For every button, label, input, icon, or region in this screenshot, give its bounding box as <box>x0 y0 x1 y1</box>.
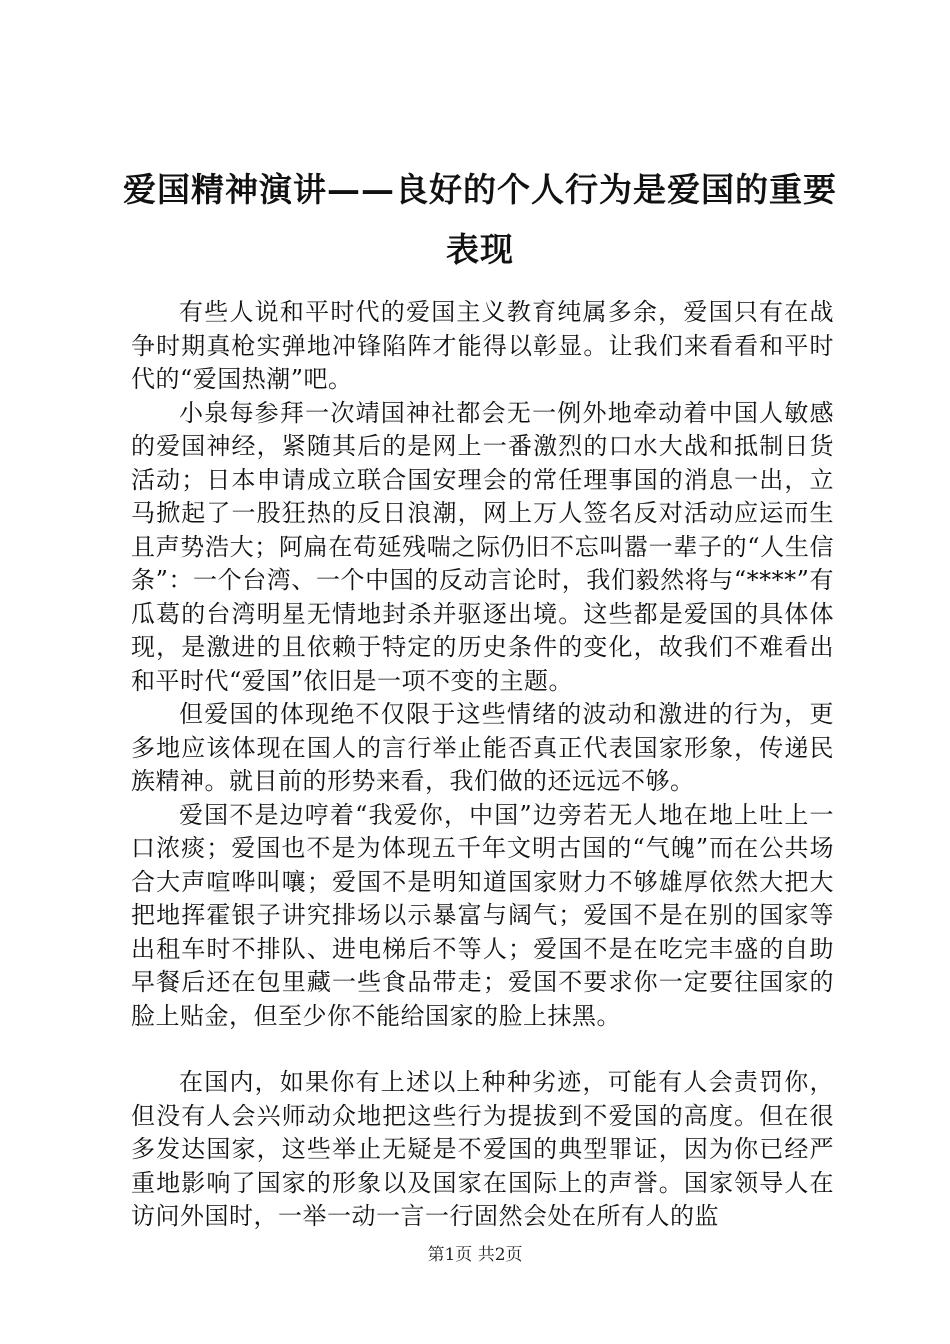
document-body <box>131 296 834 1234</box>
paragraph-2: 小泉每参拜一次靖国神社都会无一例外地牵动着中国人敏感的爱国神经，紧随其后的是网上一番激烈的口水大战和抵制日货活动；日本申请成立联合国安理会的常任理事国的消息一出，立马掀起了一股狂热的反日浪潮，网上万人签名反对活动应运而生且声势浩大；阿扁在苟延残喘之际仍旧不忘叫嚣一辈子的“人生信条”：一个台湾、一个中国的反动言论时，我们毅然将与“****”有瓜葛的台湾明星无情地封杀并驱逐出境。这些都是爱国的具体体现，是激进的且依赖于特定的历史条件的变化，故我们不难看出和平时代“爱国”依旧是一项不变的主题。 <box>131 398 834 695</box>
paragraph-4: 爱国不是边哼着“我爱你，中国”边旁若无人地在地上吐上一口浓痰；爱国也不是为体现五千年文明古国的“气魄”而在公共场合大声喧哗叫嚷；爱国不是明知道国家财力不够雄厚依然大把大把地挥霍银子讲究排场以示暴富与阔气；爱国不是在别的国家等出租车时不排队、进电梯后不等人；爱国不是在吃完丰盛的自助早餐后还在包里藏一些食品带走；爱国不要求你一定要往国家的脸上贴金，但至少你不能给国家的脸上抹黑。 <box>131 800 834 1030</box>
paragraph-1: 有些人说和平时代的爱国主义教育纯属多余，爱国只有在战争时期真枪实弹地冲锋陷阵才能得以彰显。让我们来看看和平时代的“爱国热潮”吧。 <box>131 298 834 393</box>
document-title: 爱国精神演讲——良好的个人行为是爱国的重要表现 <box>123 170 837 269</box>
paragraph-3: 但爱国的体现绝不仅限于这些情绪的波动和激进的行为，更多地应该体现在国人的言行举止能否真正代表国家形象，传递民族精神。就目前的形势来看，我们做的还远远不够。 <box>131 700 834 795</box>
paragraph-5: 在国内，如果你有上述以上种种劣迹，可能有人会责罚你，但没有人会兴师动众地把这些行为提拔到不爱国的高度。但在很多发达国家，这些举止无疑是不爱国的典型罪证，因为你已经严重地影响了国家的形象以及国家在国际上的声誉。国家领导人在访问外国时，一举一动一言一行固然会处在所有人的监 <box>131 1068 834 1230</box>
page-number-footer: 第1页 共2页 <box>427 1245 523 1265</box>
